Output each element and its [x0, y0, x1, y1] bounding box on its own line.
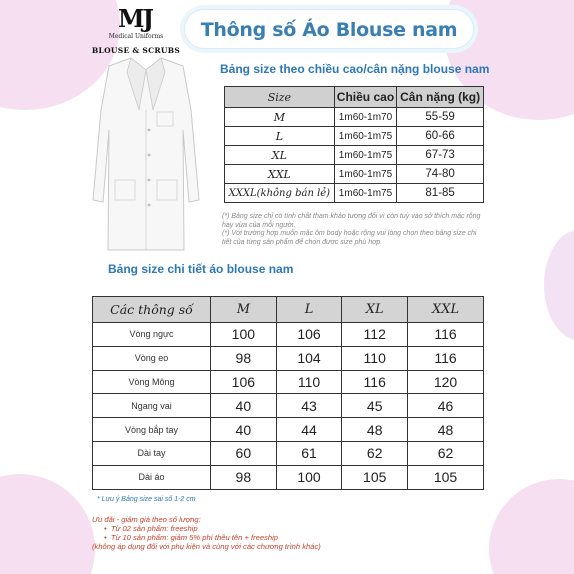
height-cell: 1m60-1m75	[334, 184, 397, 203]
table-cell: 106	[276, 323, 342, 347]
table-header-row	[93, 297, 484, 323]
table-cell: 104	[276, 346, 342, 370]
blouse-image	[91, 50, 201, 255]
height-cell: 1m60-1m75	[334, 165, 397, 184]
table-header-cell: Size	[225, 87, 335, 108]
weight-cell: 81-85	[397, 184, 484, 203]
table-header-cell: M	[211, 297, 277, 323]
table-cell: 105	[408, 465, 484, 489]
promo-item: • Từ 02 sản phẩm: freeship	[104, 524, 198, 533]
table-header-cell: Cân nặng (kg)	[397, 87, 484, 108]
promo-footnote: (không áp dụng đối với phụ kiện và cùng với các chương trình khác)	[92, 542, 321, 551]
decor-blob-bottom-right	[489, 479, 574, 574]
table-cell: 43	[276, 394, 342, 418]
table-cell: 62	[342, 441, 408, 465]
size-table-notes	[222, 213, 484, 247]
tolerance-note: * Lưu ý Bảng size sai số 1-2 cm	[97, 496, 196, 503]
table-cell: 112	[342, 323, 408, 347]
table-header-cell: Các thông số	[93, 297, 211, 323]
table-row	[225, 146, 484, 165]
table-cell: 105	[342, 465, 408, 489]
size-cell: L	[225, 127, 335, 146]
table-cell: 48	[408, 418, 484, 442]
weight-cell: 60-66	[397, 127, 484, 146]
table-cell: 40	[211, 394, 277, 418]
table-header-cell: L	[276, 297, 342, 323]
height-cell: 1m60-1m70	[334, 108, 397, 127]
table-row	[93, 394, 484, 418]
promo-heading: Ưu đãi - giảm giá theo số lượng:	[92, 515, 201, 524]
decor-blob-right	[544, 230, 574, 340]
table-row	[225, 184, 484, 203]
logo-mark	[88, 6, 184, 32]
promo-item-text: Từ 10 sản phẩm: giảm 5% phí thêu tên + freeship	[110, 533, 279, 542]
logo-subtitle: Medical Uniforms	[108, 33, 164, 40]
table-row	[93, 323, 484, 347]
table-row	[93, 418, 484, 442]
table-cell: 98	[211, 465, 277, 489]
table-cell: 62	[408, 441, 484, 465]
table-cell: 46	[408, 394, 484, 418]
table-row	[225, 127, 484, 146]
page-title-banner	[184, 9, 474, 49]
size-cell: XXXL(không bán lẻ)	[225, 184, 335, 203]
table-header-cell: XXL	[408, 297, 484, 323]
size-by-height-table	[224, 86, 484, 203]
size-by-height-heading: Bảng size theo chiều cao/cân nặng blouse nam	[220, 62, 490, 76]
table-row	[225, 165, 484, 184]
detail-size-table	[92, 296, 484, 490]
size-cell: XXL	[225, 165, 335, 184]
size-cell: M	[225, 108, 335, 127]
promo-item: • Từ 10 sản phẩm: giảm 5% phí thêu tên + freeship	[104, 533, 279, 542]
size-note: (*) Bảng size chỉ có tính chất tham khảo tương đối vì còn tuỳ vào sở thích mặc rộng hay vừa của mỗi người.	[222, 213, 481, 229]
table-cell: 116	[408, 323, 484, 347]
table-cell: 45	[342, 394, 408, 418]
weight-cell: 67-73	[397, 146, 484, 165]
table-row	[225, 108, 484, 127]
page-title: Thông số Áo Blouse nam	[200, 19, 458, 41]
table-cell: 106	[211, 370, 277, 394]
detail-table-heading: Bảng size chi tiết áo blouse nam	[108, 262, 294, 276]
height-cell: 1m60-1m75	[334, 146, 397, 165]
weight-cell: 55-59	[397, 108, 484, 127]
logo-letters: MJ	[118, 4, 152, 33]
size-cell: XL	[225, 146, 335, 165]
measure-label: Ngang vai	[93, 394, 211, 418]
table-row	[93, 370, 484, 394]
brand-tagline: BLOUSE & SCRUBS	[91, 46, 181, 55]
measure-label: Dài tay	[93, 441, 211, 465]
table-cell: 110	[342, 346, 408, 370]
table-header-row	[225, 87, 484, 108]
weight-cell: 74-80	[397, 165, 484, 184]
table-cell: 116	[408, 346, 484, 370]
brand-logo	[88, 6, 184, 55]
table-header-cell: XL	[342, 297, 408, 323]
height-cell: 1m60-1m75	[334, 127, 397, 146]
measure-label: Vòng Mông	[93, 370, 211, 394]
table-row	[93, 346, 484, 370]
table-cell: 98	[211, 346, 277, 370]
promo-item-text: Từ 02 sản phẩm: freeship	[110, 524, 198, 533]
measure-label: Vòng eo	[93, 346, 211, 370]
table-cell: 110	[276, 370, 342, 394]
table-cell: 100	[276, 465, 342, 489]
table-row	[93, 441, 484, 465]
measure-label: Vòng bắp tay	[93, 418, 211, 442]
table-cell: 120	[408, 370, 484, 394]
measure-label: Vòng ngực	[93, 323, 211, 347]
promo-block	[92, 515, 402, 551]
table-cell: 100	[211, 323, 277, 347]
table-cell: 60	[211, 441, 277, 465]
table-row	[93, 465, 484, 489]
size-note: (*) Với trường hợp muốn mặc ôm body hoặc rộng vui lòng chọn theo bảng size chi tiết của từng sản phẩm để chọn được size phù hợp.	[222, 230, 477, 246]
table-cell: 61	[276, 441, 342, 465]
measure-label: Dài áo	[93, 465, 211, 489]
table-cell: 116	[342, 370, 408, 394]
table-cell: 48	[342, 418, 408, 442]
table-cell: 44	[276, 418, 342, 442]
table-header-cell: Chiều cao	[334, 87, 397, 108]
decor-blob-bottom-left	[0, 474, 95, 574]
table-cell: 40	[211, 418, 277, 442]
